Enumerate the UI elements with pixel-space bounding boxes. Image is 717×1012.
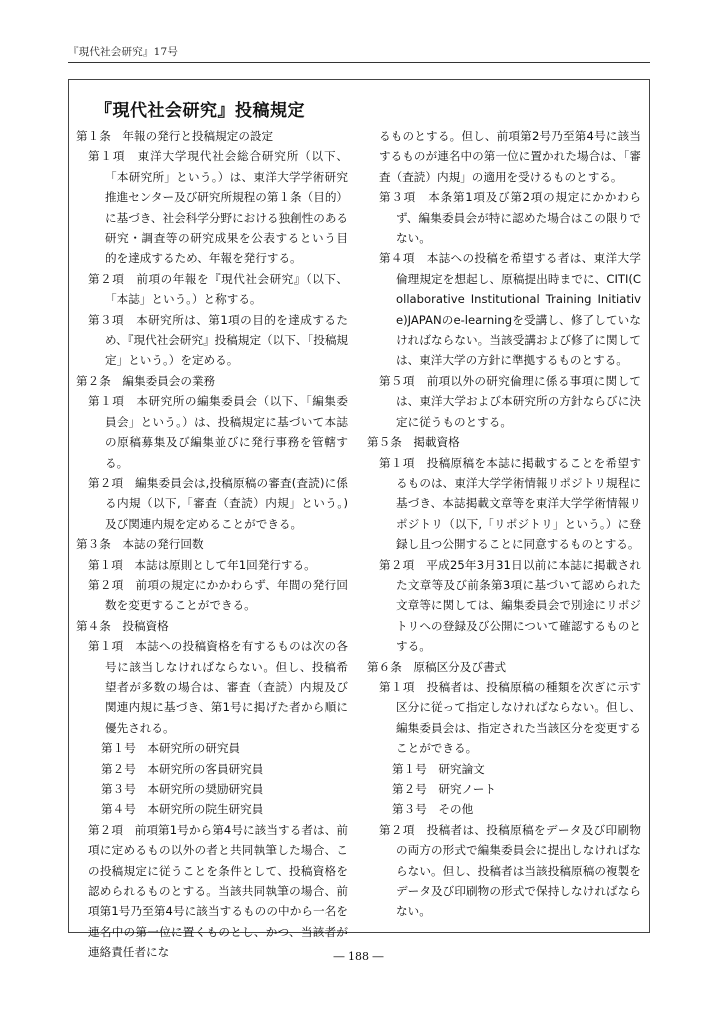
running-head: 『現代社会研究』17号 [68, 46, 179, 58]
clause-paragraph: 第１項 本誌は原則として年1回発行する。 [88, 557, 316, 572]
clause-paragraph: 第２項 前項の年報を『現代社会研究』（以下、「本誌」という。）と称する。 [88, 271, 348, 307]
numbered-item: 第１号 研究論文 [392, 761, 485, 776]
article-heading: 第３条 本誌の発行回数 [76, 537, 204, 552]
numbered-item: 第３号 その他 [392, 802, 474, 817]
left-column [76, 126, 348, 963]
clause-paragraph: 第２項 平成25年3月31日以前に本誌に掲載された文章等及び前条第3項に基づいて認められた文章等に関しては、編集委員会で別途にリポジトリへの登録及び公開について確認するものとする。 [379, 557, 641, 654]
article-heading: 第２条 編集委員会の業務 [76, 373, 216, 388]
clause-paragraph: 第１項 投稿者は、投稿原稿の種類を次ぎに示す区分に従って指定しなければならない。但し、編集委員会は、指定された当該区分を変更することができる。 [379, 679, 641, 756]
numbered-item: 第２号 研究ノート [392, 782, 496, 796]
clause-paragraph: 第４項 本誌への投稿を希望する者は、東洋大学倫理規定を想起し、原稿提出時までに、CITI(Collaborative Institutional Training Initiative)JAPANのe-learningを受講し、修了していなければならない。当該受講および修了に関しては、東洋大学の方針に準拠するものとする。 [379, 251, 641, 368]
article-heading: 第１条 年報の発行と投稿規定の設定 [76, 129, 274, 143]
right-column [367, 126, 641, 922]
clause-paragraph: 第３項 本条第1項及び第2項の規定にかかわらず、編集委員会が特に認めた場合はこの限りでない。 [379, 190, 641, 246]
clause-paragraph: 第１項 投稿原稿を本誌に掲載することを希望するものは、東洋大学学術情報リポジトリ規程に基づき、本誌掲載文章等を東洋大学学術情報リポジトリ（以下,「リポジトリ」という。）に登録し且つ公開することに同意するものとする。 [379, 455, 641, 552]
clause-paragraph: 第２項 投稿者は、投稿原稿をデータ及び印刷物の両方の形式で編集委員会に提出しなければならない。但し、投稿者は当該投稿原稿の複製をデータ及び印刷物の形式で保持しなければならない。 [379, 822, 641, 919]
numbered-item: 第３号 本研究所の奨励研究員 [101, 782, 264, 796]
clause-paragraph: 第１項 東洋大学現代社会総合研究所（以下、「本研究所」という。）は、東洋大学学術研究推進センター及び研究所規程の第１条（目的）に基づき、社会科学分野における独創性のある研究・調査等の研究成果を公表するという目的を達成するため、年報を発行する。 [88, 149, 349, 266]
clause-paragraph: 第２項 編集委員会は,投稿原稿の審査(査読)に係る内規（以下,「審査（査読）内規」という。)及び関連内規を定めることができる。 [88, 475, 348, 531]
clause-paragraph: 第５項 前項以外の研究倫理に係る事項に関しては、東洋大学および本研究所の方針ならびに決定に従うものとする。 [379, 373, 641, 429]
article-heading: 第４条 投稿資格 [76, 618, 169, 633]
numbered-item: 第４号 本研究所の院生研究員 [101, 802, 264, 817]
document-title: 『現代社会研究』投稿規定 [95, 101, 305, 121]
numbered-item: 第２号 本研究所の客員研究員 [101, 761, 264, 776]
clause-paragraph: 第１項 本誌への投稿資格を有するものは次の各号に該当しなければならない。但し、投稿希望者が多数の場合は、審査（査読）内規及び関連内規に基づき、第1号に掲げた者から順に優先される。 [88, 639, 348, 735]
page-number: ― 188 ― [333, 950, 384, 963]
header-rule [68, 62, 650, 63]
numbered-item: 第１号 本研究所の研究員 [101, 741, 241, 756]
clause-paragraph: 第３項 本研究所は、第1項の目的を達成するため、『現代社会研究』投稿規定（以下、「投稿規定」という。）を定める。 [88, 312, 349, 368]
continued-paragraph: 第２項 前項第1号から第4号に該当する者は、前項に定めるもの以外の者と共同執筆した場合、この投稿規定に従うことを条件として、投稿資格を認められるものとする。当該共同執筆の場合、前項第1号乃至第4号に該当するものの中から一名を連名中の第一位に置くものとし、かつ、当該者が連絡責任者にな [88, 822, 348, 960]
article-heading: 第５条 掲載資格 [367, 435, 460, 450]
continued-paragraph: るものとする。但し、前項第2号乃至第4号に該当するものが連名中の第一位に置かれた場合は、「審査（査読）内規」の適用を受けるものとする。 [379, 129, 641, 184]
clause-paragraph: 第２項 前項の規定にかかわらず、年間の発行回数を変更することができる。 [88, 577, 348, 613]
clause-paragraph: 第１項 本研究所の編集委員会（以下、「編集委員会」という。）は、投稿規定に基づいて本誌の原稿募集及び編集並びに発行事務を管轄する。 [88, 394, 348, 470]
article-heading: 第６条 原稿区分及び書式 [367, 659, 507, 674]
